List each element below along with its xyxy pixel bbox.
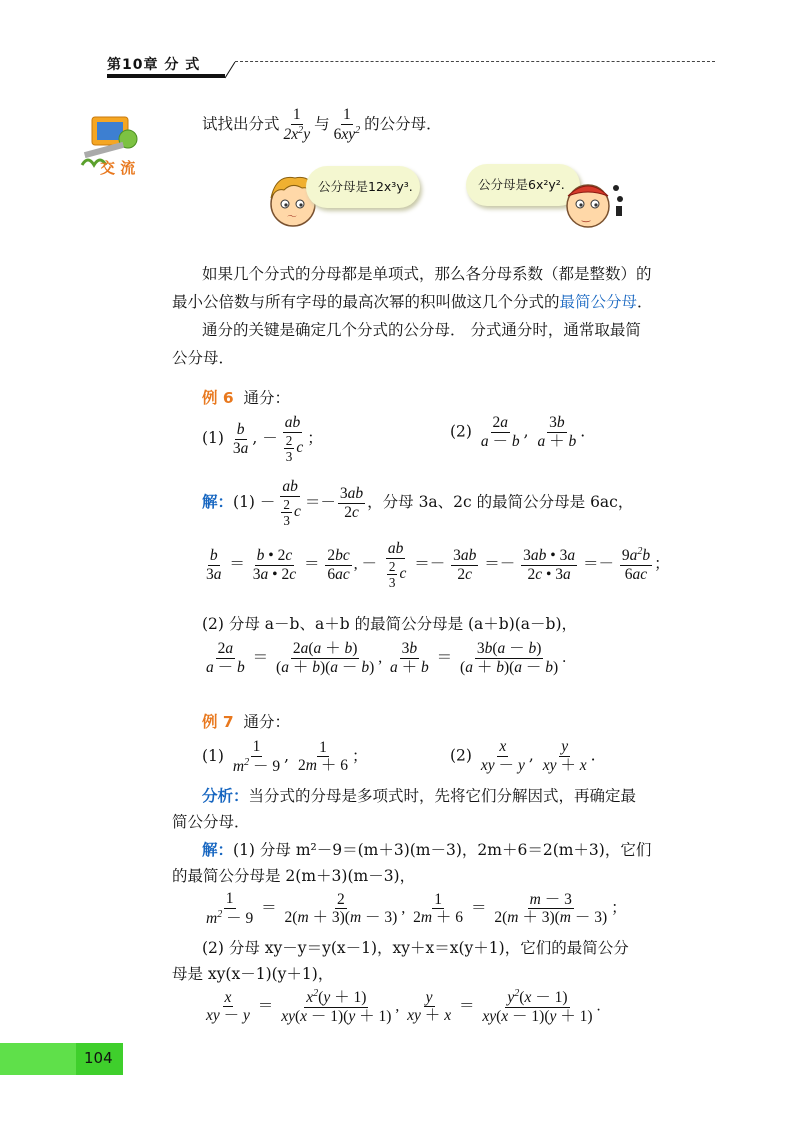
fraction-1: $\frac{1}{2x^2y}$ [283, 106, 311, 143]
chapter-underline [107, 74, 225, 78]
example-7-analysis-2: 简公分母． [172, 813, 250, 831]
header-dashed-rule [235, 61, 715, 62]
svg-text:～: ～ [287, 212, 297, 223]
example-6-solution-1: 解：(1) － ab $\frac{2}{3}$ c ＝－ $\frac{3ab}{2c}$ ，分母 3a、2c 的最简公分母是 6ac， [202, 478, 634, 528]
example-7-analysis: 分析：当分式的分母是多项式时，先将它们分解因式，再确定最 [202, 787, 637, 805]
speech-bubble-left: 公分母是12x³y³. [306, 166, 420, 208]
example-6-solution-equation: $\frac{b}{3a}$ ＝ $\frac{b • 2c}{3a • 2c}$ ＝ $\frac{2bc}{6ac}$ , － ab $\frac{2}{3}$ c ＝－ $\frac{3ab}{2c}$ ＝－ $\frac{3ab • 3a}{2c • 3a}$ ＝－ $\frac{9a^2b}{6ac}$ ； [206, 540, 670, 590]
example-6-solution-2-equation: $\frac{2a}{a - b}$ ＝ $\frac{2a(a + b)}{(a + b)(a - b)}$ , $\frac{3b}{a + b}$ ＝ $\frac{3b(a - b)}{(a + b)(a - b)}$ . [206, 640, 567, 676]
speech-bubble-right: 公分母是6x²y². [466, 164, 580, 206]
student-face-right [560, 172, 630, 234]
example-7-solution-1: 解：(1) 分母 m²－9＝(m＋3)(m－3)，2m＋6＝2(m＋3)，它们 [202, 841, 652, 859]
exchange-prompt: 试找出分式 $\frac{1}{2x^2y}$ 与 $\frac{1}{6xy^2}$ 的公分母． [202, 106, 442, 143]
example-6-solution-2: (2) 分母 a－b、a＋b 的最简公分母是 (a＋b)(a－b)， [202, 615, 578, 633]
example-7-solution-2: (2) 分母 xy－y＝y(x－1)，xy＋x＝x(y＋1)，它们的最简公分 [202, 939, 629, 957]
example-7-q2: (2) $\frac{x}{xy - y}$ , $\frac{y}{xy + x}$ . [450, 738, 596, 774]
paragraph-line-4: 公分母． [172, 349, 235, 367]
example-6-q2: (2) $\frac{2a}{a - b}$ , $\frac{3b}{a + b}$ . [450, 414, 586, 450]
example-7-solution-2-equation: $\frac{x}{xy - y}$ ＝ $\frac{x^2(y + 1)}{xy(x - 1)(y + 1)}$ , $\frac{y}{xy + x}$ ＝ $\frac{y^2(x - 1)}{xy(x - 1)(y + 1)}$ . [206, 988, 601, 1025]
chapter-header [85, 52, 725, 82]
example-6-heading: 例 6 通分： [202, 389, 291, 407]
fraction-2: $\frac{1}{6xy^2}$ [333, 106, 361, 143]
example-7-solution-1-equation: $\frac{1}{m^2 - 9}$ ＝ $\frac{2}{2(m + 3)(m - 3)}$ , $\frac{1}{2m + 6}$ ＝ $\frac{m - 3}{2(m + 3)(m - 3)}$ ； [206, 890, 627, 927]
page-number: 104 [84, 1049, 113, 1067]
page-number-tab [0, 1043, 123, 1075]
example-6-q1: (1) $\frac{b}{3a}$ , － ab $\frac{2}{3}$ c ； [202, 414, 323, 464]
example-7-q1: (1) $\frac{1}{m^2 - 9}$ , $\frac{1}{2m + 6}$ ； [202, 738, 368, 775]
key-term: 最简公分母 [559, 293, 638, 311]
paragraph-line-2: 最小公倍数与所有字母的最高次幂的积叫做这几个分式的最简公分母． [172, 293, 653, 311]
slash-divider [223, 56, 237, 80]
paragraph-line-1: 如果几个分式的分母都是单项式，那么各分母系数（都是整数）的 [202, 265, 652, 283]
exchange-label: 交 流 [100, 159, 136, 177]
example-7-solution-2b: 母是 xy(x－1)(y＋1)， [172, 965, 334, 983]
svg-text:‿: ‿ [582, 212, 591, 223]
example-7-heading: 例 7 通分： [202, 713, 291, 731]
chapter-title: 第10章 分 式 [107, 57, 201, 73]
paragraph-line-3: 通分的关键是确定几个分式的公分母． 分式通分时，通常取最简 [202, 321, 641, 339]
exchange-icon [78, 107, 150, 177]
example-7-solution-1b: 的最简公分母是 2(m＋3)(m－3)， [172, 867, 416, 885]
